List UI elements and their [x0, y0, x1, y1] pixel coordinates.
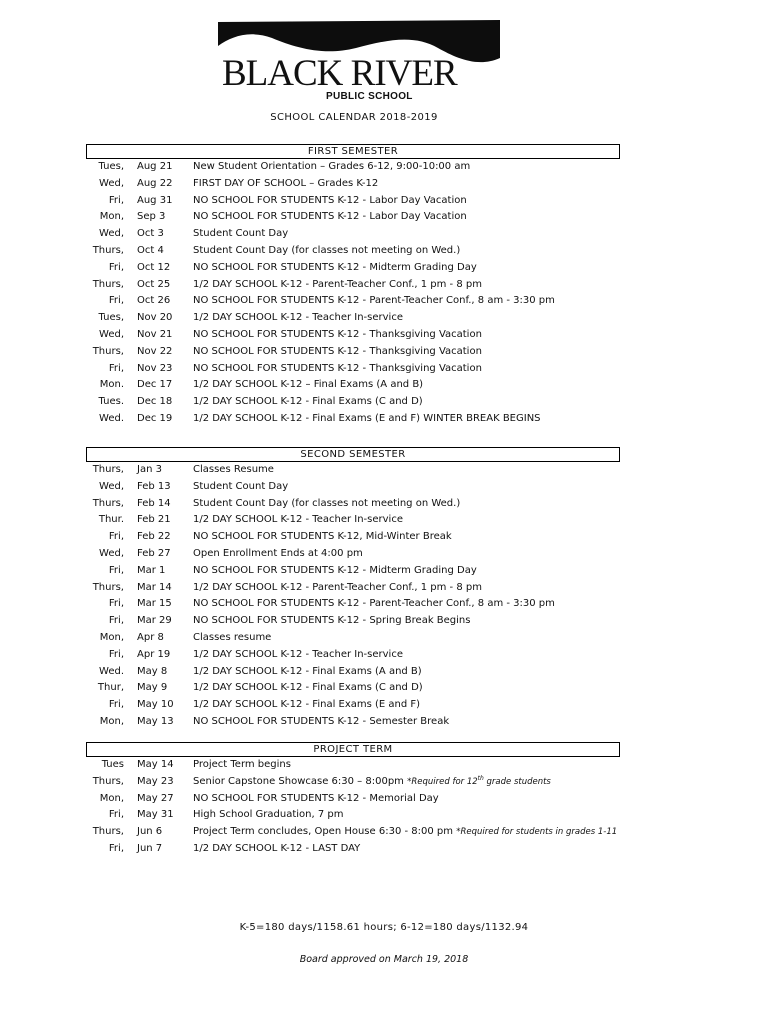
- event-text: Student Count Day: [193, 480, 289, 492]
- second-semester-section: [86, 447, 620, 731]
- calendar-row: [86, 377, 620, 394]
- weekday: Fri,: [108, 598, 124, 610]
- event-date: Aug 21: [137, 161, 173, 172]
- calendar-row: [86, 596, 620, 613]
- event-date: Mar 1: [137, 564, 166, 576]
- event-description: [193, 757, 291, 774]
- weekday: Fri,: [108, 809, 124, 821]
- weekday: Tues,: [98, 161, 124, 172]
- event-date: Apr 19: [137, 648, 171, 660]
- event-description: [193, 260, 477, 277]
- event-text: New Student Orientation – Grades 6-12, 9:00-10:00 am: [193, 161, 471, 172]
- calendar-row: [86, 841, 620, 858]
- calendar-row: [86, 512, 620, 529]
- event-description: [193, 411, 541, 428]
- calendar-row: [86, 176, 620, 193]
- event-list: [86, 462, 620, 731]
- calendar-row: [86, 647, 620, 664]
- weekday: Fri,: [108, 362, 124, 374]
- weekday: Tues.: [98, 396, 124, 408]
- event-description: [193, 361, 482, 378]
- calendar-row: [86, 580, 620, 597]
- calendar-row: [86, 613, 620, 630]
- weekday: Wed,: [99, 547, 124, 559]
- event-date: Feb 27: [137, 547, 171, 559]
- calendar-row: [86, 807, 620, 824]
- weekday: Wed.: [99, 665, 124, 677]
- event-date: Aug 22: [137, 177, 173, 189]
- event-date: Mar 29: [137, 615, 172, 627]
- event-text: Student Count Day (for classes not meeting on Wed.): [193, 497, 461, 509]
- weekday: Fri,: [108, 564, 124, 576]
- weekday: Wed,: [99, 177, 124, 189]
- event-description: [193, 344, 482, 361]
- calendar-row: [86, 697, 620, 714]
- event-text: FIRST DAY OF SCHOOL – Grades K-12: [193, 177, 379, 189]
- weekday: Thurs,: [92, 464, 124, 475]
- event-description: [193, 209, 467, 226]
- event-description: [193, 462, 274, 479]
- weekday: Mon,: [99, 211, 124, 223]
- calendar-row: [86, 546, 620, 563]
- event-text: High School Graduation, 7 pm: [193, 809, 344, 821]
- event-description: [193, 630, 271, 647]
- event-date: Mar 15: [137, 598, 172, 610]
- weekday: Thurs,: [92, 497, 124, 509]
- event-note: [407, 774, 551, 787]
- event-description: [193, 791, 439, 808]
- event-date: Oct 25: [137, 278, 171, 290]
- event-text: Student Count Day (for classes not meeting on Wed.): [193, 244, 461, 256]
- event-description: [193, 546, 363, 563]
- event-description: [193, 310, 403, 327]
- weekday: Fri,: [108, 648, 124, 660]
- calendar-row: [86, 791, 620, 808]
- event-description: [193, 496, 460, 513]
- event-date: May 23: [137, 775, 174, 787]
- event-date: Nov 23: [137, 362, 173, 374]
- event-date: Jun 6: [137, 826, 163, 838]
- calendar-row: [86, 327, 620, 344]
- event-text: Project Term begins: [193, 759, 291, 770]
- event-date: Feb 14: [137, 497, 171, 509]
- calendar-row: [86, 243, 620, 260]
- event-description: [193, 714, 449, 731]
- weekday: Wed,: [99, 328, 124, 340]
- calendar-row: [86, 277, 620, 294]
- event-description: [193, 580, 482, 597]
- event-date: Mar 14: [137, 581, 172, 593]
- calendar-row: [86, 757, 620, 774]
- event-description: [193, 596, 555, 613]
- first-semester-section: [86, 144, 620, 428]
- weekday: Fri,: [108, 615, 124, 627]
- event-text: Senior Capstone Showcase 6:30 – 8:00pm: [193, 775, 408, 787]
- event-description: [193, 664, 422, 681]
- event-description: [193, 647, 403, 664]
- event-text: NO SCHOOL FOR STUDENTS K-12 - Semester Break: [193, 715, 450, 727]
- project-term-section: [86, 742, 620, 858]
- event-text: NO SCHOOL FOR STUDENTS K-12 - Parent-Teacher Conf., 8 am - 3:30 pm: [193, 295, 555, 307]
- calendar-row: [86, 479, 620, 496]
- event-description: [193, 327, 482, 344]
- weekday: Mon,: [99, 631, 124, 643]
- event-description: [193, 377, 423, 394]
- event-text: 1/2 DAY SCHOOL K-12 - Final Exams (A and B): [193, 665, 422, 677]
- event-date: Nov 21: [137, 328, 173, 340]
- event-text: 1/2 DAY SCHOOL K-12 - Teacher In-service: [193, 312, 403, 324]
- note-text: *Required for students in grades 1-11: [456, 827, 618, 838]
- event-description: [193, 807, 343, 824]
- weekday: Fri,: [108, 699, 124, 711]
- event-description: [193, 563, 477, 580]
- calendar-row: [86, 680, 620, 697]
- event-date: Oct 3: [137, 228, 164, 240]
- weekday: Wed,: [99, 228, 124, 240]
- event-description: [193, 277, 482, 294]
- event-date: Oct 26: [137, 295, 171, 307]
- event-text: NO SCHOOL FOR STUDENTS K-12 - Labor Day Vacation: [193, 211, 467, 223]
- event-list: [86, 757, 620, 858]
- event-date: Jun 7: [137, 842, 163, 854]
- weekday: Fri,: [108, 295, 124, 307]
- event-text: NO SCHOOL FOR STUDENTS K-12 - Labor Day Vacation: [193, 194, 467, 206]
- calendar-row: [86, 260, 620, 277]
- event-date: Sep 3: [137, 211, 166, 223]
- event-text: Classes Resume: [193, 464, 274, 475]
- event-description: [193, 479, 288, 496]
- calendar-row: [86, 209, 620, 226]
- section-heading: PROJECT TERM: [86, 742, 620, 757]
- board-approval-note: Board approved on March 19, 2018: [299, 954, 469, 965]
- weekday: Fri,: [108, 842, 124, 854]
- event-text: NO SCHOOL FOR STUDENTS K-12 - Midterm Grading Day: [193, 564, 477, 576]
- event-text: 1/2 DAY SCHOOL K-12 - Teacher In-service: [193, 648, 403, 660]
- weekday: Mon,: [99, 715, 124, 727]
- event-date: May 8: [137, 665, 168, 677]
- calendar-row: [86, 344, 620, 361]
- calendar-row: [86, 824, 620, 841]
- event-date: Feb 21: [137, 514, 171, 526]
- event-description: [193, 824, 617, 841]
- event-text: 1/2 DAY SCHOOL K-12 – Final Exams (A and B): [193, 379, 424, 391]
- event-date: Dec 18: [137, 396, 173, 408]
- event-date: Oct 12: [137, 261, 171, 273]
- event-text: Student Count Day: [193, 228, 289, 240]
- weekday: Thurs,: [92, 775, 124, 787]
- weekday: Wed.: [99, 412, 124, 424]
- school-logo: [216, 18, 502, 106]
- event-description: [193, 512, 403, 529]
- calendar-row: [86, 361, 620, 378]
- instructional-hours-note: K-5=180 days/1158.61 hours; 6-12=180 days/1132.94: [239, 922, 529, 933]
- calendar-row: [86, 774, 620, 791]
- event-description: [193, 613, 470, 630]
- weekday: Mon.: [99, 379, 124, 391]
- weekday: Thurs,: [92, 581, 124, 593]
- event-date: Feb 13: [137, 480, 171, 492]
- calendar-row: [86, 529, 620, 546]
- weekday: Thurs,: [92, 244, 124, 256]
- calendar-row: [86, 462, 620, 479]
- section-heading: SECOND SEMESTER: [86, 447, 620, 462]
- event-text: NO SCHOOL FOR STUDENTS K-12 - Thanksgiving Vacation: [193, 362, 482, 374]
- weekday: Mon,: [99, 792, 124, 804]
- event-date: May 10: [137, 699, 174, 711]
- event-description: [193, 774, 551, 791]
- calendar-row: [86, 293, 620, 310]
- event-text: NO SCHOOL FOR STUDENTS K-12 - Memorial Day: [193, 792, 439, 804]
- note-superscript: th: [477, 774, 484, 782]
- event-date: Dec 19: [137, 412, 173, 424]
- calendar-row: [86, 310, 620, 327]
- event-text: Open Enrollment Ends at 4:00 pm: [193, 547, 363, 559]
- event-date: May 31: [137, 809, 174, 821]
- logo-name: BLACK RIVER: [222, 53, 457, 94]
- calendar-row: [86, 496, 620, 513]
- event-text: Classes resume: [193, 631, 272, 643]
- event-description: [193, 159, 470, 176]
- weekday: Thur,: [97, 682, 124, 694]
- event-text: NO SCHOOL FOR STUDENTS K-12 - Parent-Teacher Conf., 8 am - 3:30 pm: [193, 598, 555, 610]
- weekday: Fri,: [108, 531, 124, 543]
- weekday: Thurs,: [92, 826, 124, 838]
- event-date: Apr 8: [137, 631, 164, 643]
- event-text: 1/2 DAY SCHOOL K-12 - Final Exams (C and D): [193, 396, 423, 408]
- weekday: Fri,: [108, 194, 124, 206]
- calendar-row: [86, 563, 620, 580]
- event-text: 1/2 DAY SCHOOL K-12 - LAST DAY: [193, 842, 361, 854]
- event-date: Oct 4: [137, 244, 164, 256]
- event-text: 1/2 DAY SCHOOL K-12 - Parent-Teacher Conf., 1 pm - 8 pm: [193, 581, 482, 593]
- section-heading: FIRST SEMESTER: [86, 144, 620, 159]
- calendar-row: [86, 159, 620, 176]
- event-description: [193, 529, 452, 546]
- document-title: SCHOOL CALENDAR 2018-2019: [270, 112, 438, 123]
- event-description: [193, 226, 288, 243]
- event-text: 1/2 DAY SCHOOL K-12 - Final Exams (C and D): [193, 682, 423, 694]
- event-description: [193, 243, 460, 260]
- event-date: Jan 3: [137, 464, 162, 475]
- logo-subtitle: PUBLIC SCHOOL: [326, 91, 413, 102]
- weekday: Thurs,: [92, 345, 124, 357]
- weekday: Tues: [101, 759, 124, 770]
- weekday: Tues,: [98, 312, 124, 324]
- event-text: 1/2 DAY SCHOOL K-12 - Teacher In-service: [193, 514, 403, 526]
- calendar-row: [86, 714, 620, 731]
- event-date: May 9: [137, 682, 168, 694]
- event-text: 1/2 DAY SCHOOL K-12 - Parent-Teacher Conf., 1 pm - 8 pm: [193, 278, 482, 290]
- event-text: 1/2 DAY SCHOOL K-12 - Final Exams (E and F): [193, 699, 421, 711]
- event-note: [456, 827, 617, 837]
- calendar-row: [86, 193, 620, 210]
- event-date: Feb 22: [137, 531, 171, 543]
- event-text: NO SCHOOL FOR STUDENTS K-12 - Thanksgiving Vacation: [193, 328, 482, 340]
- event-text: NO SCHOOL FOR STUDENTS K-12 - Thanksgiving Vacation: [193, 345, 482, 357]
- event-text: Project Term concludes, Open House 6:30 - 8:00 pm: [193, 826, 457, 838]
- calendar-row: [86, 664, 620, 681]
- event-date: May 27: [137, 792, 174, 804]
- event-date: May 14: [137, 759, 174, 770]
- event-description: [193, 680, 423, 697]
- event-description: [193, 176, 378, 193]
- weekday: Wed,: [99, 480, 124, 492]
- event-description: [193, 697, 420, 714]
- calendar-row: [86, 226, 620, 243]
- event-list: [86, 159, 620, 428]
- weekday: Thurs,: [92, 278, 124, 290]
- event-text: NO SCHOOL FOR STUDENTS K-12, Mid-Winter Break: [193, 531, 452, 543]
- event-date: Dec 17: [137, 379, 173, 391]
- event-description: [193, 841, 360, 858]
- weekday: Fri,: [108, 261, 124, 273]
- event-date: Aug 31: [137, 194, 173, 206]
- calendar-row: [86, 394, 620, 411]
- calendar-row: [86, 411, 620, 428]
- event-description: [193, 394, 423, 411]
- event-date: Nov 22: [137, 345, 173, 357]
- event-text: 1/2 DAY SCHOOL K-12 - Final Exams (E and F) WINTER BREAK BEGINS: [193, 412, 541, 424]
- note-text: *Required for 12: [407, 776, 478, 787]
- event-description: [193, 293, 555, 310]
- event-date: Nov 20: [137, 312, 173, 324]
- note-tail: grade students: [483, 776, 551, 787]
- calendar-row: [86, 630, 620, 647]
- event-date: May 13: [137, 715, 174, 727]
- event-text: NO SCHOOL FOR STUDENTS K-12 - Spring Break Begins: [193, 615, 471, 627]
- event-text: NO SCHOOL FOR STUDENTS K-12 - Midterm Grading Day: [193, 261, 477, 273]
- event-description: [193, 193, 467, 210]
- weekday: Thur.: [98, 514, 124, 526]
